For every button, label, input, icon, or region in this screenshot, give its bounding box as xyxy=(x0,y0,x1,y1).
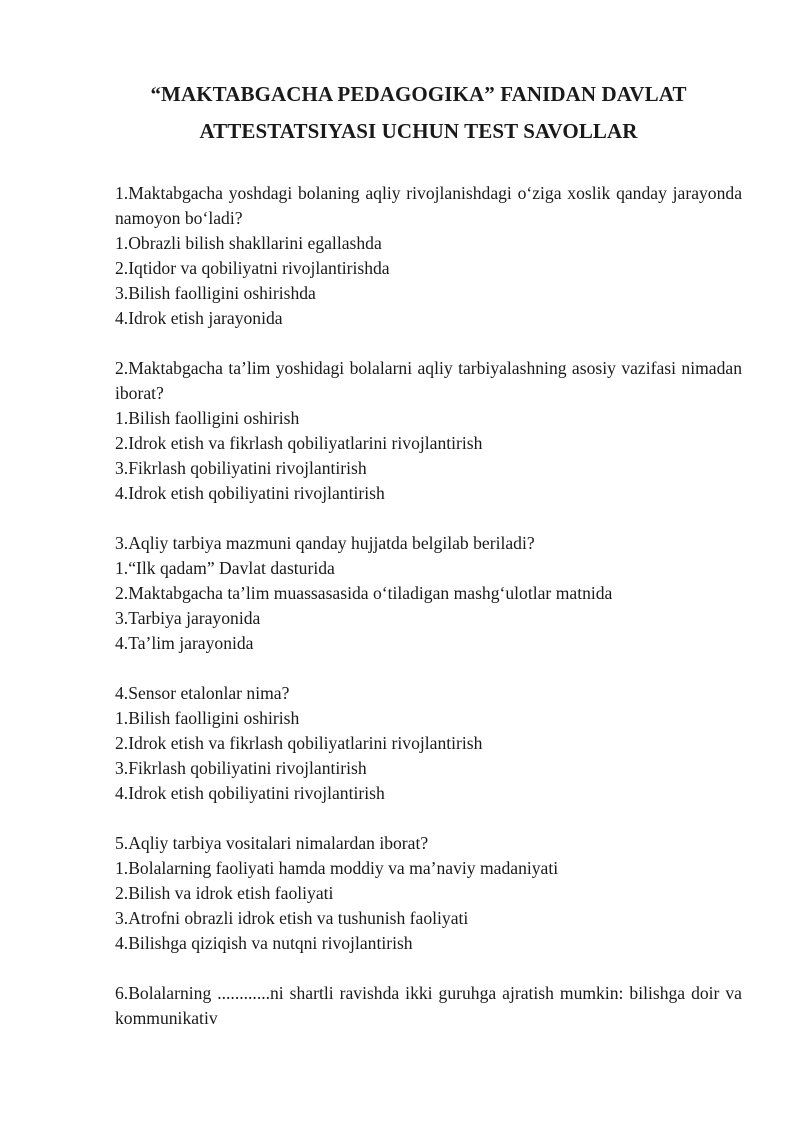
answer-option: 2.Maktabgacha ta’lim muassasasida o‘tiladigan mashg‘ulotlar matnida xyxy=(115,583,613,603)
question-text: 5.Aqliy tarbiya vositalari nimalardan iborat? xyxy=(115,833,429,853)
answer-option: 3.Fikrlash qobiliyatini rivojlantirish xyxy=(115,758,367,778)
title-line-2: ATTESTATSIYASI UCHUN TEST SAVOLLAR xyxy=(199,119,638,143)
question-6 xyxy=(115,981,742,1031)
question-2 xyxy=(115,356,742,506)
answer-option: 1.Obrazli bilish shakllarini egallashda xyxy=(115,233,382,253)
question-text: 6.Bolalarning ............ni shartli ravishda ikki guruhga ajratish mumkin: bilishga doir va kommunikativ xyxy=(115,983,742,1028)
question-text: 1.Maktabgacha yoshdagi bolaning aqliy rivojlanishdagi o‘ziga xoslik qanday jarayonda namoyon bo‘ladi? xyxy=(115,183,742,228)
question-text: 4.Sensor etalonlar nima? xyxy=(115,683,290,703)
questions-list xyxy=(115,181,742,1031)
question-1 xyxy=(115,181,742,331)
title-line-1: “MAKTABGACHA PEDAGOGIKA” FANIDAN DAVLAT xyxy=(150,82,687,106)
answer-option: 4.Idrok etish jarayonida xyxy=(115,308,283,328)
answer-option: 2.Idrok etish va fikrlash qobiliyatlarini rivojlantirish xyxy=(115,733,483,753)
answer-option: 1.Bilish faolligini oshirish xyxy=(115,708,300,728)
answer-option: 1.Bolalarning faoliyati hamda moddiy va ma’naviy madaniyati xyxy=(115,858,559,878)
answer-option: 2.Iqtidor va qobiliyatni rivojlantirishda xyxy=(115,258,390,278)
answer-option: 1.“Ilk qadam” Davlat dasturida xyxy=(115,558,335,578)
answer-option: 4.Idrok etish qobiliyatini rivojlantirish xyxy=(115,783,385,803)
answer-option: 3.Fikrlash qobiliyatini rivojlantirish xyxy=(115,458,367,478)
question-text: 3.Aqliy tarbiya mazmuni qanday hujjatda belgilab beriladi? xyxy=(115,533,535,553)
answer-option: 4.Idrok etish qobiliyatini rivojlantirish xyxy=(115,483,385,503)
answer-option: 3.Bilish faolligini oshirishda xyxy=(115,283,316,303)
question-text: 2.Maktabgacha ta’lim yoshidagi bolalarni aqliy tarbiyalashning asosiy vazifasi nimadan iborat? xyxy=(115,358,742,403)
question-5 xyxy=(115,831,742,956)
question-3 xyxy=(115,531,742,656)
document-title xyxy=(95,76,742,150)
question-4 xyxy=(115,681,742,806)
answer-option: 3.Atrofni obrazli idrok etish va tushunish faoliyati xyxy=(115,908,469,928)
answer-option: 2.Idrok etish va fikrlash qobiliyatlarini rivojlantirish xyxy=(115,433,483,453)
answer-option: 2.Bilish va idrok etish faoliyati xyxy=(115,883,334,903)
answer-option: 4.Ta’lim jarayonida xyxy=(115,633,254,653)
answer-option: 3.Tarbiya jarayonida xyxy=(115,608,261,628)
answer-option: 1.Bilish faolligini oshirish xyxy=(115,408,300,428)
answer-option: 4.Bilishga qiziqish va nutqni rivojlantirish xyxy=(115,933,413,953)
